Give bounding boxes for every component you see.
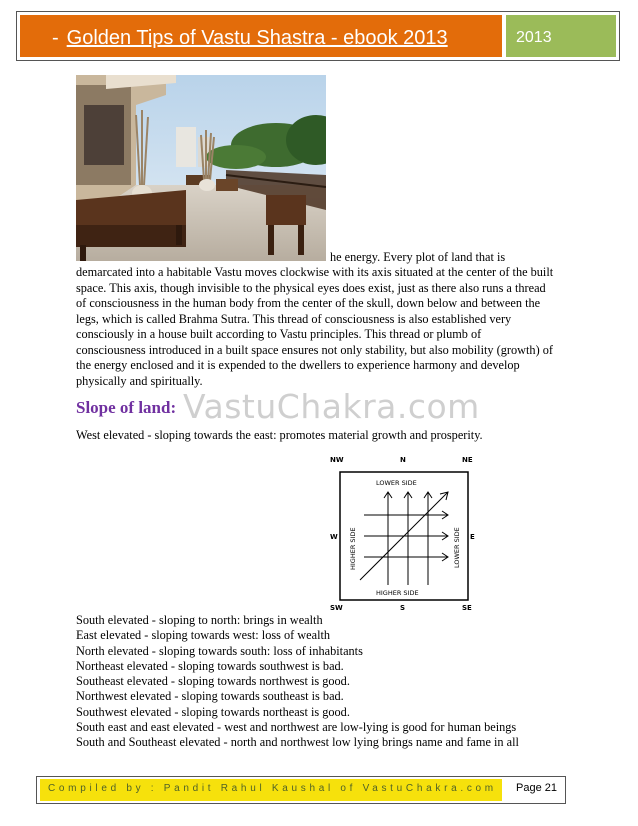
compass-ne: NE <box>462 456 473 464</box>
page-number: Page 21 <box>516 782 557 794</box>
slope-diagram <box>320 450 490 615</box>
west-elevated-line: West elevated - sloping towards the east: promotes material growth and prosperity. <box>76 428 483 442</box>
section-heading: Slope of land: <box>76 398 177 417</box>
compass-sw: SW <box>330 604 343 612</box>
intro-line: of consciousness in the human body from the center of the skull, down below and between the <box>76 296 541 310</box>
rule-line: Southwest elevated - sloping towards northeast is good. <box>76 704 350 719</box>
rule-line: Northwest elevated - sloping towards southeast is bad. <box>76 689 344 704</box>
header-year: 2013 <box>516 29 552 46</box>
intro-line: legs, which is called Brahma Sutra. This thread of consciousness is also established very <box>76 311 512 326</box>
compass-se: SE <box>462 604 472 612</box>
intro-line: the energy enclosed and it is expended to the dwellers to experience harmony and develop <box>76 358 520 372</box>
intro-line: physically and spiritually. <box>76 373 203 388</box>
diagram-left-label: HIGHER SIDE <box>349 527 357 570</box>
diagram-right-label: LOWER SIDE <box>453 527 461 568</box>
rule-line: South elevated - sloping to north: brings in wealth <box>76 613 323 627</box>
watermark: VastuChakra.com <box>183 387 480 426</box>
compass-n: N <box>400 456 406 464</box>
intro-line: space. This axis, though invisible to the physical eyes does exist, just as there also runs a thread <box>76 280 546 295</box>
diagram-top-label: LOWER SIDE <box>376 479 417 487</box>
compass-nw: NW <box>330 456 344 464</box>
footer-credit: Compiled by : Pandit Rahul Kaushal of VastuChakra.com <box>48 783 497 794</box>
rule-line: East elevated - sloping towards west: loss of wealth <box>76 628 331 643</box>
compass-e: E <box>470 533 475 541</box>
header-title-link[interactable]: Golden Tips of Vastu Shastra - ebook 2013 <box>66 27 448 49</box>
slope-rules-list <box>76 613 519 751</box>
intro-line: demarcated into a habitable Vastu moves clockwise with its axis situated at the center of the built <box>76 265 554 279</box>
header-title-prefix: - <box>52 27 59 49</box>
terrace-photo <box>76 75 326 261</box>
intro-line: consciousness introduced in a built space ensures not only stability, but also mobility (growth) of <box>76 342 553 357</box>
intro-paragraph <box>76 265 553 389</box>
compass-w: W <box>330 533 338 541</box>
compass-s: S <box>400 604 406 612</box>
rule-line: North elevated - sloping towards south: loss of inhabitants <box>76 643 363 658</box>
rule-line: South and Southeast elevated - north and northwest low lying brings name and fame in all <box>76 735 519 750</box>
intro-first-line: he energy. Every plot of land that is <box>330 250 506 264</box>
diagram-bottom-label: HIGHER SIDE <box>376 589 419 597</box>
rule-line: Southeast elevated - sloping towards northwest is good. <box>76 674 350 689</box>
rule-line: South east and east elevated - west and northwest are low-lying is good for human beings <box>76 720 517 735</box>
intro-line: consciously in a house built according to Vastu principles. This thread or plumb of <box>76 327 482 341</box>
rule-line: Northeast elevated - sloping towards southwest is bad. <box>76 658 344 673</box>
header-title <box>52 27 448 50</box>
